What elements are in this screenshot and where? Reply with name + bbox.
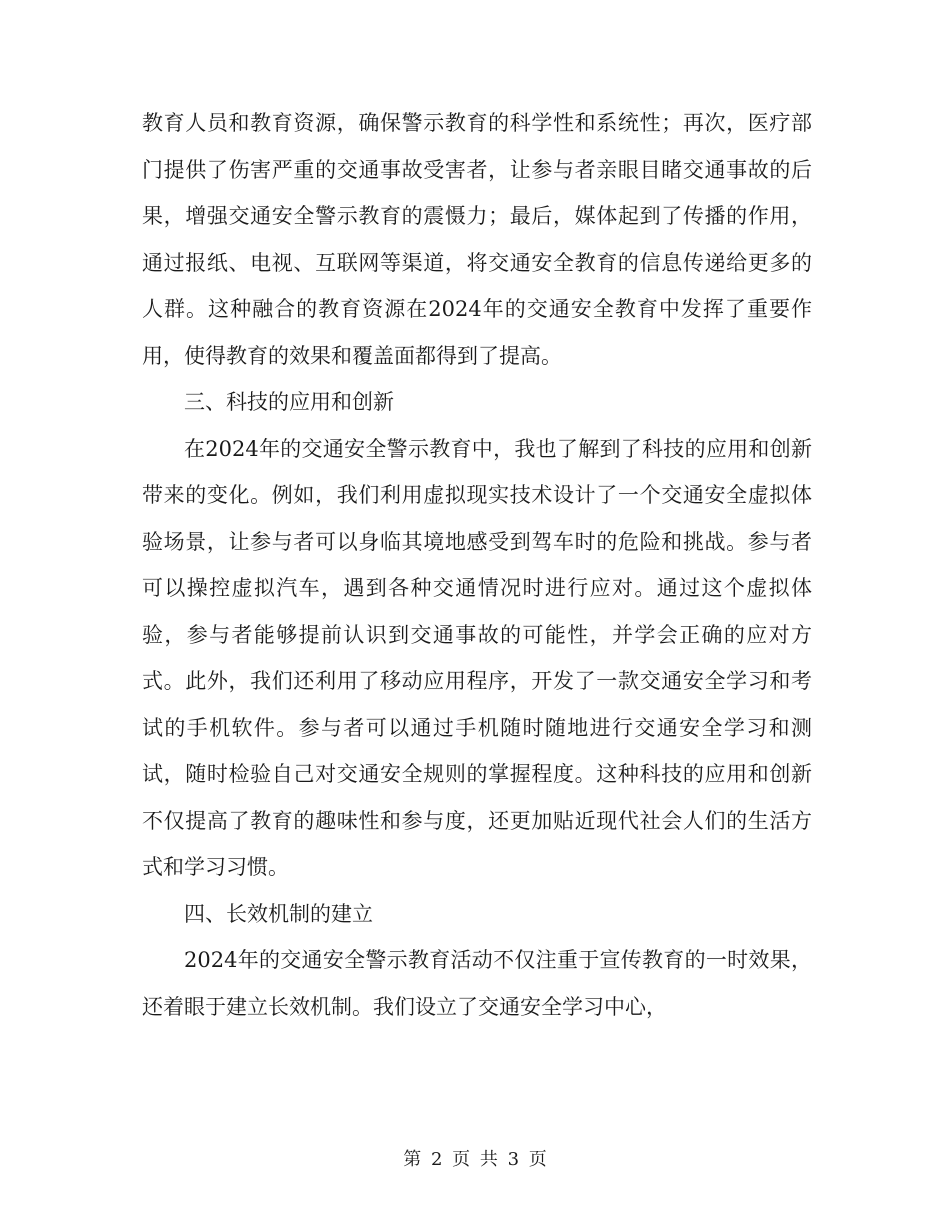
page-footer: 第 2 页 共 3 页 (403, 1149, 547, 1170)
paragraph-technology: 在2024年的交通安全警示教育中，我也了解到了科技的应用和创新带来的变化。例如，我们利用虚拟现实技术设计了一个交通安全虚拟体验场景，让参与者可以身临其境地感受到驾车时的危险和挑战。参与者可以操控虚拟汽车，遇到各种交通情况时进行应对。通过这个虚拟体验，参与者能够提前认识到交通事故的可能性，并学会正确的应对方式。此外，我们还利用了移动应用程序，开发了一款交通安全学习和考试的手机软件。参与者可以通过手机随时随地进行交通安全学习和测试，随时检验自己对交通安全规则的掌握程度。这种科技的应用和创新不仅提高了教育的趣味性和参与度，还更加贴近现代社会人们的生活方式和学习习惯。 (142, 436, 812, 879)
document-body (142, 100, 812, 1030)
paragraph-continued: 教育人员和教育资源，确保警示教育的科学性和系统性；再次，医疗部门提供了伤害严重的交通事故受害者，让参与者亲眼目睹交通事故的后果，增强交通安全警示教育的震慑力；最后，媒体起到了传播的作用，通过报纸、电视、互联网等渠道，将交通安全教育的信息传递给更多的人群。这种融合的教育资源在2024年的交通安全教育中发挥了重要作用，使得教育的效果和覆盖面都得到了提高。 (142, 111, 812, 368)
section-heading-4: 四、长效机制的建立 (184, 901, 373, 926)
paragraph-long-term-mechanism: 2024年的交通安全警示教育活动不仅注重于宣传教育的一时效果，还着眼于建立长效机制。我们设立了交通安全学习中心， (142, 948, 812, 1019)
section-heading-3: 三、科技的应用和创新 (184, 390, 394, 414)
